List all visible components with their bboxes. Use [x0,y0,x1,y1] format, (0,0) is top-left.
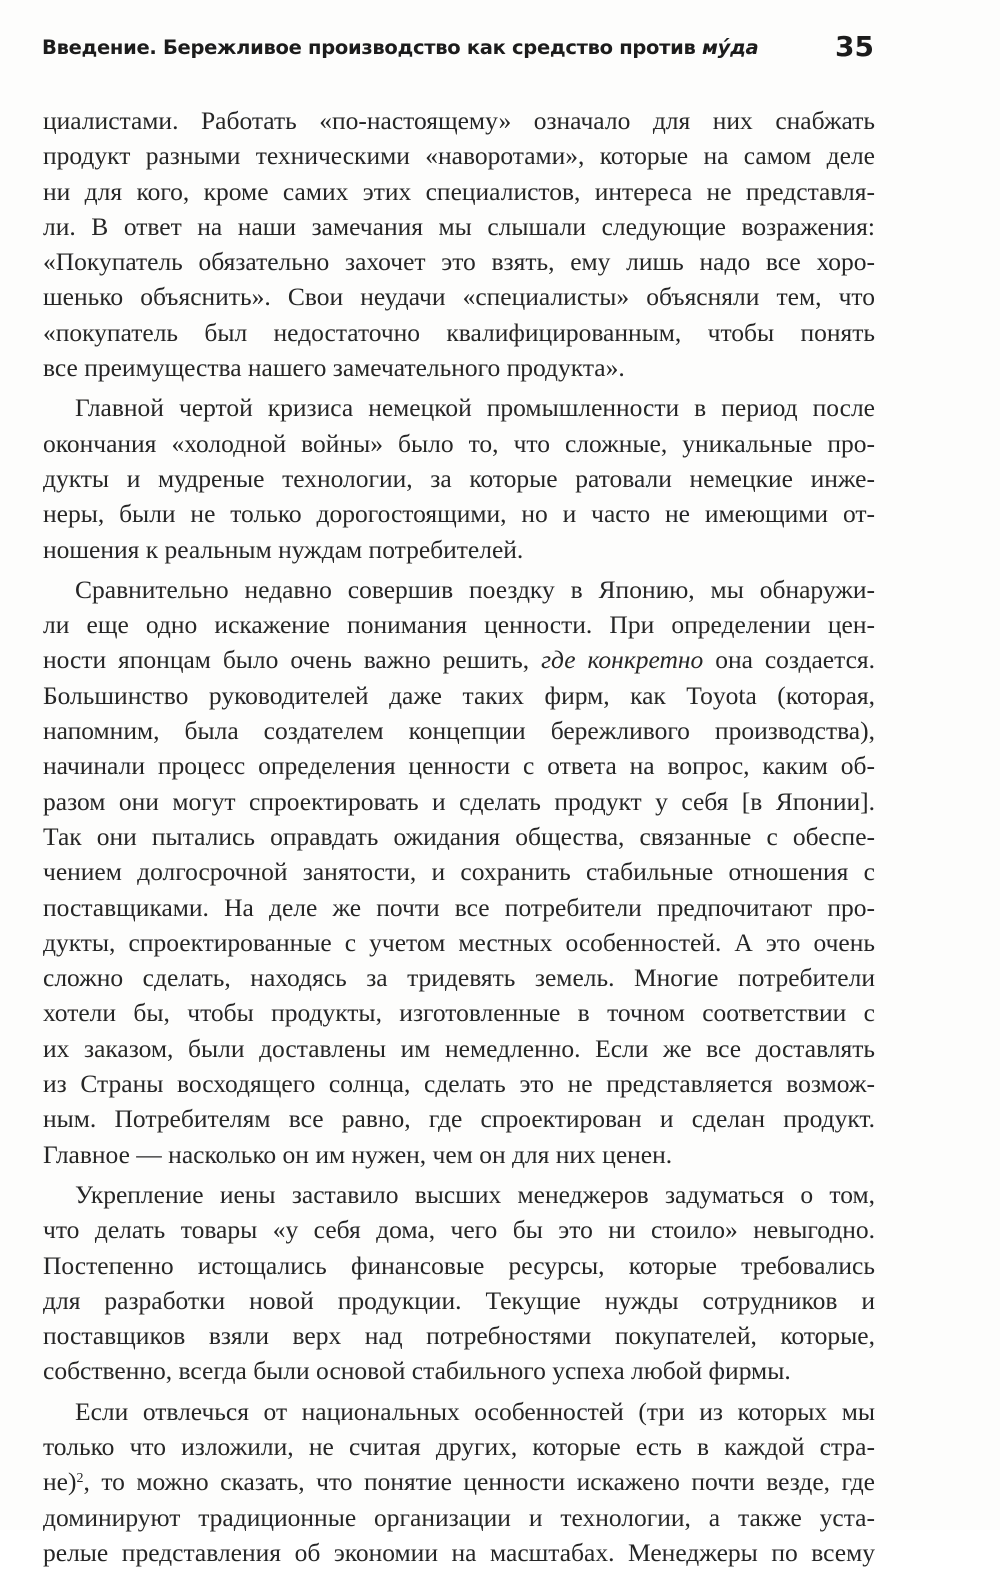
footnote-ref[interactable]: 2 [76,1471,84,1487]
text-line: Если отвлечься от национальных особенностей (три из которых мы [75,1396,875,1426]
page-header [42,30,874,70]
text-line: собственно, всегда были основой стабильного успеха любой фирмы. [43,1356,791,1386]
text-line: Сравнительно недавно совершив поездку в Японию, мы обнаружи- [75,574,875,604]
paragraph [43,390,875,566]
text-line: окончания «холодной войны» было то, что сложные, уникальные про- [43,428,875,458]
text-line: Большинство руководителей даже таких фирм, как Toyota (которая, [43,680,875,710]
text-line: хотели бы, чтобы продукты, изготовленные в точном соответствии с [43,998,875,1028]
text-line: Укрепление иены заставило высших менеджеров задуматься о том, [75,1179,875,1209]
paragraph [43,1177,875,1389]
text-line: ни для кого, кроме самих этих специалистов, интереса не представля- [43,176,875,206]
text-line-with-footnote [43,1464,875,1499]
text-line: Так они пытались оправдать ожидания общества, связанные с обеспе- [43,821,875,851]
text-line: поставщиками. На деле же почти все потребители предпочитают про- [43,892,875,922]
paragraph [43,103,875,385]
text-line: «покупатель был недостаточно квалифицированным, чтобы понять [43,317,875,347]
text-line: начинали процесс определения ценности с ответа на вопрос, каким об- [43,751,875,781]
text-line: только что изложили, не считая других, которые есть в каждой стра- [43,1431,875,1461]
text-line: дукты, спроектированные с учетом местных особенностей. А это очень [43,927,875,957]
text-line: ношения к реальным нуждам потребителей. [43,534,524,564]
text-line: «Покупатель обязательно захочет это взять, ему лишь надо все хоро- [43,247,875,277]
text-line: шенько объяснить». Свои неудачи «специалисты» объясняли тем, что [43,282,875,312]
text-line-with-emphasis [43,642,875,677]
text-line: ли еще одно искажение понимания ценности. При определении цен- [43,610,875,640]
text-line: ным. Потребителям все равно, где спроектирован и сделан продукт. [43,1104,875,1134]
text-line: для разработки новой продукции. Текущие нужды сотрудников и [43,1285,875,1315]
running-head [42,36,758,59]
text-segment: ности японцам было очень важно решить, [43,645,542,675]
text-line: Главное — насколько он им нужен, чем он для них ценен. [43,1139,673,1169]
running-head-text: Введение. Бережливое производство как средство против [42,36,703,59]
text-line: что делать товары «у себя дома, чего бы это ни стоило» невыгодно. [43,1215,875,1245]
text-line: из Страны восходящего солнца, сделать это не представляется возмож- [43,1069,875,1099]
text-line: разом они могут спроектировать и сделать продукт у себя [в Японии]. [43,786,875,816]
text-line: циалистами. Работать «по-настоящему» означало для них снабжать [43,106,875,135]
text-line: Постепенно истощались финансовые ресурсы, которые требовались [43,1250,875,1280]
text-line: сложно сделать, находясь за тридевять земель. Многие потребители [43,963,875,993]
text-line: дукты и мудреные технологии, за которые ратовали немецкие инже- [43,463,875,493]
text-line: ли. В ответ на наши замечания мы слышали следующие возражения: [43,211,875,241]
text-line: их заказом, были доставлены им немедленно. Если же все доставлять [43,1033,875,1063]
running-head-italic: мýда [702,36,759,59]
page-number: 35 [835,30,874,63]
paragraph [43,572,875,1172]
text-segment: она создается. [703,645,875,675]
text-line: продукт разными техническими «наворотами», которые на самом деле [43,141,875,171]
body-text [43,103,875,1575]
text-line: неры, были не только дорогостоящими, но и часто не имеющими от- [43,499,875,529]
emphasis-text: где конкретно [541,645,704,675]
text-line: напомним, была создателем концепции бережливого производства), [43,716,875,746]
paragraph [43,1394,875,1570]
text-segment: не) [43,1467,77,1497]
text-line: чением долгосрочной занятости, и сохранить стабильные отношения с [43,857,875,887]
text-line: релые представления об экономии на масштабах. Менеджеры по всему [43,1537,875,1567]
text-line: доминируют традиционные организации и технологии, а также уста- [43,1502,875,1532]
text-line: Главной чертой кризиса немецкой промышленности в период после [75,393,875,423]
text-segment: , то можно сказать, что понятие ценности искажено почти везде, где [83,1467,875,1497]
text-line: поставщиков взяли верх над потребностями покупателей, которые, [43,1321,875,1351]
text-line: все преимущества нашего замечательного продукта». [43,353,625,383]
